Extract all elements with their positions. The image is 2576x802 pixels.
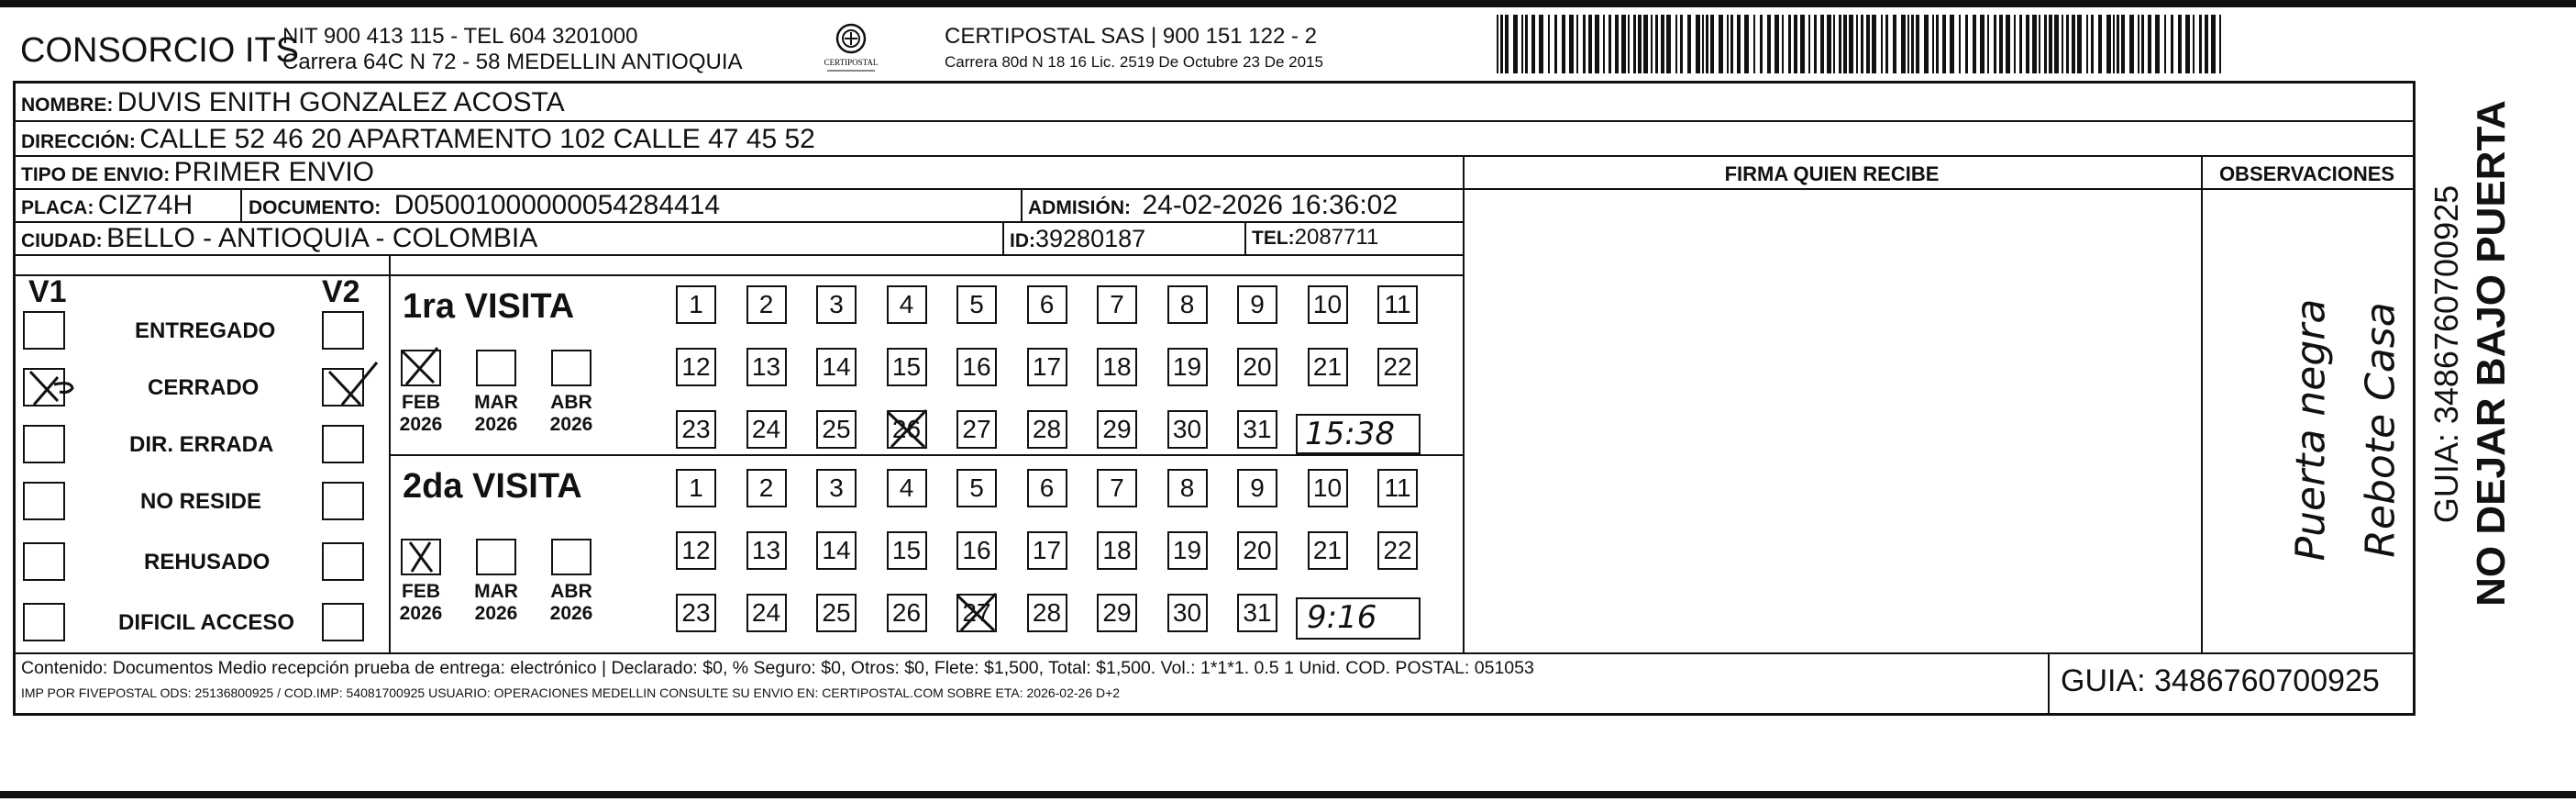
id-value: 39280187 (1035, 225, 1146, 252)
v2-no-reside-checkbox[interactable] (322, 482, 364, 520)
visit2-time: 9:16 (1307, 599, 1377, 636)
v1-header: V1 (28, 274, 67, 309)
placa-label: PLACA: (21, 197, 94, 218)
visit2-day-20[interactable]: 20 (1237, 531, 1277, 570)
visit1-day-7[interactable]: 7 (1097, 285, 1137, 324)
visit1-day-5[interactable]: 5 (956, 285, 997, 324)
visit1-month-abr-label: ABR 2026 (549, 392, 593, 435)
visit1-day-18[interactable]: 18 (1097, 348, 1137, 386)
v2-cerrado-checkbox[interactable] (322, 368, 364, 407)
visit2-day-17[interactable]: 17 (1027, 531, 1067, 570)
visit2-month-abr-label: ABR 2026 (549, 581, 593, 624)
visit2-day-27[interactable]: 27 (956, 594, 997, 632)
visit1-day-19[interactable]: 19 (1167, 348, 1208, 386)
visit1-day-12[interactable]: 12 (676, 348, 716, 386)
observaciones-note-line1: Puerta negra (2287, 298, 2335, 562)
signature-area[interactable] (1466, 190, 2198, 649)
visit1-month-abr-checkbox[interactable] (551, 350, 591, 386)
v1-dificil-acceso-checkbox[interactable] (23, 603, 65, 641)
visit2-month-mar-label: MAR 2026 (474, 581, 518, 624)
visit2-day-25[interactable]: 25 (816, 594, 857, 632)
company-name: CONSORCIO ITS (20, 31, 300, 70)
option-entregado: ENTREGADO (135, 318, 276, 343)
v2-rehusado-checkbox[interactable] (322, 542, 364, 581)
id-label: ID: (1010, 230, 1035, 251)
visit2-day-10[interactable]: 10 (1308, 469, 1348, 507)
visit1-day-24[interactable]: 24 (746, 410, 787, 449)
observaciones-header: OBSERVACIONES (2218, 162, 2395, 185)
documento-value: D05001000000054284414 (393, 190, 721, 220)
ciudad-label: CIUDAD: (21, 230, 103, 251)
visit1-day-30[interactable]: 30 (1167, 410, 1208, 449)
v1-dir-errada-checkbox[interactable] (23, 425, 65, 463)
visit1-day-26[interactable]: 26 (887, 410, 927, 449)
visit1-day-11[interactable]: 11 (1377, 285, 1418, 324)
logo-wordmark: CERTIPOSTAL (824, 58, 879, 67)
visit1-day-8[interactable]: 8 (1167, 285, 1208, 324)
company-address: Carrera 64C N 72 - 58 MEDELLIN ANTIOQUIA (282, 50, 743, 74)
visit2-time-box[interactable] (1296, 597, 1421, 640)
documento-label: DOCUMENTO: (249, 197, 381, 218)
barcode (1497, 15, 2227, 73)
v1-no-reside-checkbox[interactable] (23, 482, 65, 520)
visit1-day-23[interactable]: 23 (676, 410, 716, 449)
visit2-day-22[interactable]: 22 (1377, 531, 1418, 570)
visit1-month-feb-label: FEB 2026 (399, 392, 443, 435)
visit1-day-1[interactable]: 1 (676, 285, 716, 324)
firma-header: FIRMA QUIEN RECIBE (1724, 162, 1940, 185)
visit1-day-13[interactable]: 13 (746, 348, 787, 386)
visit1-day-4[interactable]: 4 (887, 285, 927, 324)
visit1-day-20[interactable]: 20 (1237, 348, 1277, 386)
visit1-day-3[interactable]: 3 (816, 285, 857, 324)
visit1-day-2[interactable]: 2 (746, 285, 787, 324)
tipo-envio-label: TIPO DE ENVIO: (21, 164, 171, 185)
visit2-day-28[interactable]: 28 (1027, 594, 1067, 632)
visit2-day-24[interactable]: 24 (746, 594, 787, 632)
visit2-day-9[interactable]: 9 (1237, 469, 1277, 507)
side-panel (2416, 81, 2571, 631)
visit1-title: 1ra VISITA (403, 287, 575, 326)
visit2-day-1[interactable]: 1 (676, 469, 716, 507)
top-border (0, 0, 2576, 7)
visit1-day-10[interactable]: 10 (1308, 285, 1348, 324)
placa-value: CIZ74H (97, 190, 193, 220)
visit2-day-29[interactable]: 29 (1097, 594, 1137, 632)
v1-entregado-checkbox[interactable] (23, 311, 65, 350)
visit1-day-22[interactable]: 22 (1377, 348, 1418, 386)
visit1-day-15[interactable]: 15 (887, 348, 927, 386)
visit2-day-15[interactable]: 15 (887, 531, 927, 570)
v2-dificil-acceso-checkbox[interactable] (322, 603, 364, 641)
v1-cerrado-checkbox[interactable] (23, 368, 65, 407)
observaciones-area[interactable] (2201, 190, 2413, 652)
visit2-month-feb-label: FEB 2026 (399, 581, 443, 624)
admision-label: ADMISIÓN: (1028, 197, 1131, 218)
visit2-day-30[interactable]: 30 (1167, 594, 1208, 632)
option-rehusado: REHUSADO (144, 550, 271, 574)
visit1-month-mar-label: MAR 2026 (474, 392, 518, 435)
visit1-day-16[interactable]: 16 (956, 348, 997, 386)
admision-value: 24-02-2026 16:36:02 (1142, 190, 1399, 220)
v2-entregado-checkbox[interactable] (322, 311, 364, 350)
courier-name: CERTIPOSTAL SAS | 900 151 122 - 2 (945, 24, 1317, 49)
v1-rehusado-checkbox[interactable] (23, 542, 65, 581)
visit2-day-31[interactable]: 31 (1237, 594, 1277, 632)
option-dir-errada: DIR. ERRADA (129, 432, 274, 457)
visit2-day-7[interactable]: 7 (1097, 469, 1137, 507)
visit2-day-13[interactable]: 13 (746, 531, 787, 570)
tipo-envio-value: PRIMER ENVIO (173, 157, 375, 187)
visit1-month-mar-checkbox[interactable] (476, 350, 516, 386)
visit2-day-16[interactable]: 16 (956, 531, 997, 570)
observaciones-note-line2: Rebote Casa (2357, 302, 2405, 558)
visit2-day-4[interactable]: 4 (887, 469, 927, 507)
visit1-time: 15:38 (1305, 416, 1395, 452)
visit1-day-25[interactable]: 25 (816, 410, 857, 449)
visit2-day-8[interactable]: 8 (1167, 469, 1208, 507)
visit1-day-14[interactable]: 14 (816, 348, 857, 386)
tel-value: 2087711 (1294, 225, 1379, 250)
visit2-day-26[interactable]: 26 (887, 594, 927, 632)
direccion-label: DIRECCIÓN: (21, 131, 136, 152)
visit1-day-29[interactable]: 29 (1097, 410, 1137, 449)
ciudad-value: BELLO - ANTIOQUIA - COLOMBIA (106, 223, 538, 253)
certipostal-logo (814, 20, 888, 77)
delivery-form-frame (13, 81, 2416, 716)
visit2-day-3[interactable]: 3 (816, 469, 857, 507)
footer-content-line: Contenido: Documentos Medio recepción prueba de entrega: electrónico | Declarado: $0, % Seguro: $0, Otros: $0, Flete: $1,500, Total: $1,500. Vol.: 1*1*1. 0.5 1 Unid. COD. POSTAL: 051053 (21, 658, 1534, 678)
v2-dir-errada-checkbox[interactable] (322, 425, 364, 463)
nombre-value: DUVIS ENITH GONZALEZ ACOSTA (116, 87, 565, 117)
visit2-day-18[interactable]: 18 (1097, 531, 1137, 570)
visit2-day-23[interactable]: 23 (676, 594, 716, 632)
visit2-month-feb-checkbox[interactable] (401, 539, 441, 575)
v2-header: V2 (322, 274, 360, 309)
side-guia: GUIA: 3486760700925 (2427, 184, 2465, 524)
visit1-time-box[interactable] (1296, 414, 1421, 454)
visit1-day-27[interactable]: 27 (956, 410, 997, 449)
company-nit: NIT 900 413 115 - TEL 604 3201000 (282, 24, 638, 49)
visit2-day-2[interactable]: 2 (746, 469, 787, 507)
visit2-month-mar-checkbox[interactable] (476, 539, 516, 575)
visit1-day-17[interactable]: 17 (1027, 348, 1067, 386)
visit2-day-19[interactable]: 19 (1167, 531, 1208, 570)
visit1-day-21[interactable]: 21 (1308, 348, 1348, 386)
visit1-day-6[interactable]: 6 (1027, 285, 1067, 324)
visit2-day-6[interactable]: 6 (1027, 469, 1067, 507)
visit2-day-11[interactable]: 11 (1377, 469, 1418, 507)
option-dificil-acceso: DIFICIL ACCESO (118, 610, 295, 635)
visit2-day-21[interactable]: 21 (1308, 531, 1348, 570)
footer-print-line: IMP POR FIVEPOSTAL ODS: 25136800925 / COD.IMP: 54081700925 USUARIO: OPERACIONES MEDELLIN CONSULTE SU ENVIO EN: CERTIPOSTAL.COM SOBRE ETA: 2026-02-26 D+2 (21, 685, 1121, 700)
logo-emblem-icon (814, 20, 888, 77)
visit1-month-feb-checkbox[interactable] (401, 350, 441, 386)
bottom-border (0, 791, 2576, 798)
direccion-value: CALLE 52 46 20 APARTAMENTO 102 CALLE 47 45 52 (139, 124, 815, 154)
option-cerrado: CERRADO (148, 375, 260, 400)
visit2-day-5[interactable]: 5 (956, 469, 997, 507)
footer-guia: GUIA: 3486760700925 (2061, 663, 2380, 698)
courier-license: Carrera 80d N 18 16 Lic. 2519 De Octubre 23 De 2015 (945, 53, 1323, 71)
visit2-day-12[interactable]: 12 (676, 531, 716, 570)
nombre-label: NOMBRE: (21, 95, 114, 116)
visit2-day-14[interactable]: 14 (816, 531, 857, 570)
visit2-title: 2da VISITA (403, 467, 582, 506)
visit2-month-abr-checkbox[interactable] (551, 539, 591, 575)
visit1-day-31[interactable]: 31 (1237, 410, 1277, 449)
option-no-reside: NO RESIDE (140, 489, 262, 514)
visit1-day-28[interactable]: 28 (1027, 410, 1067, 449)
visit1-day-9[interactable]: 9 (1237, 285, 1277, 324)
side-warning: NO DEJAR BAJO PUERTA (2469, 100, 2514, 607)
tel-label: TEL: (1252, 228, 1295, 249)
